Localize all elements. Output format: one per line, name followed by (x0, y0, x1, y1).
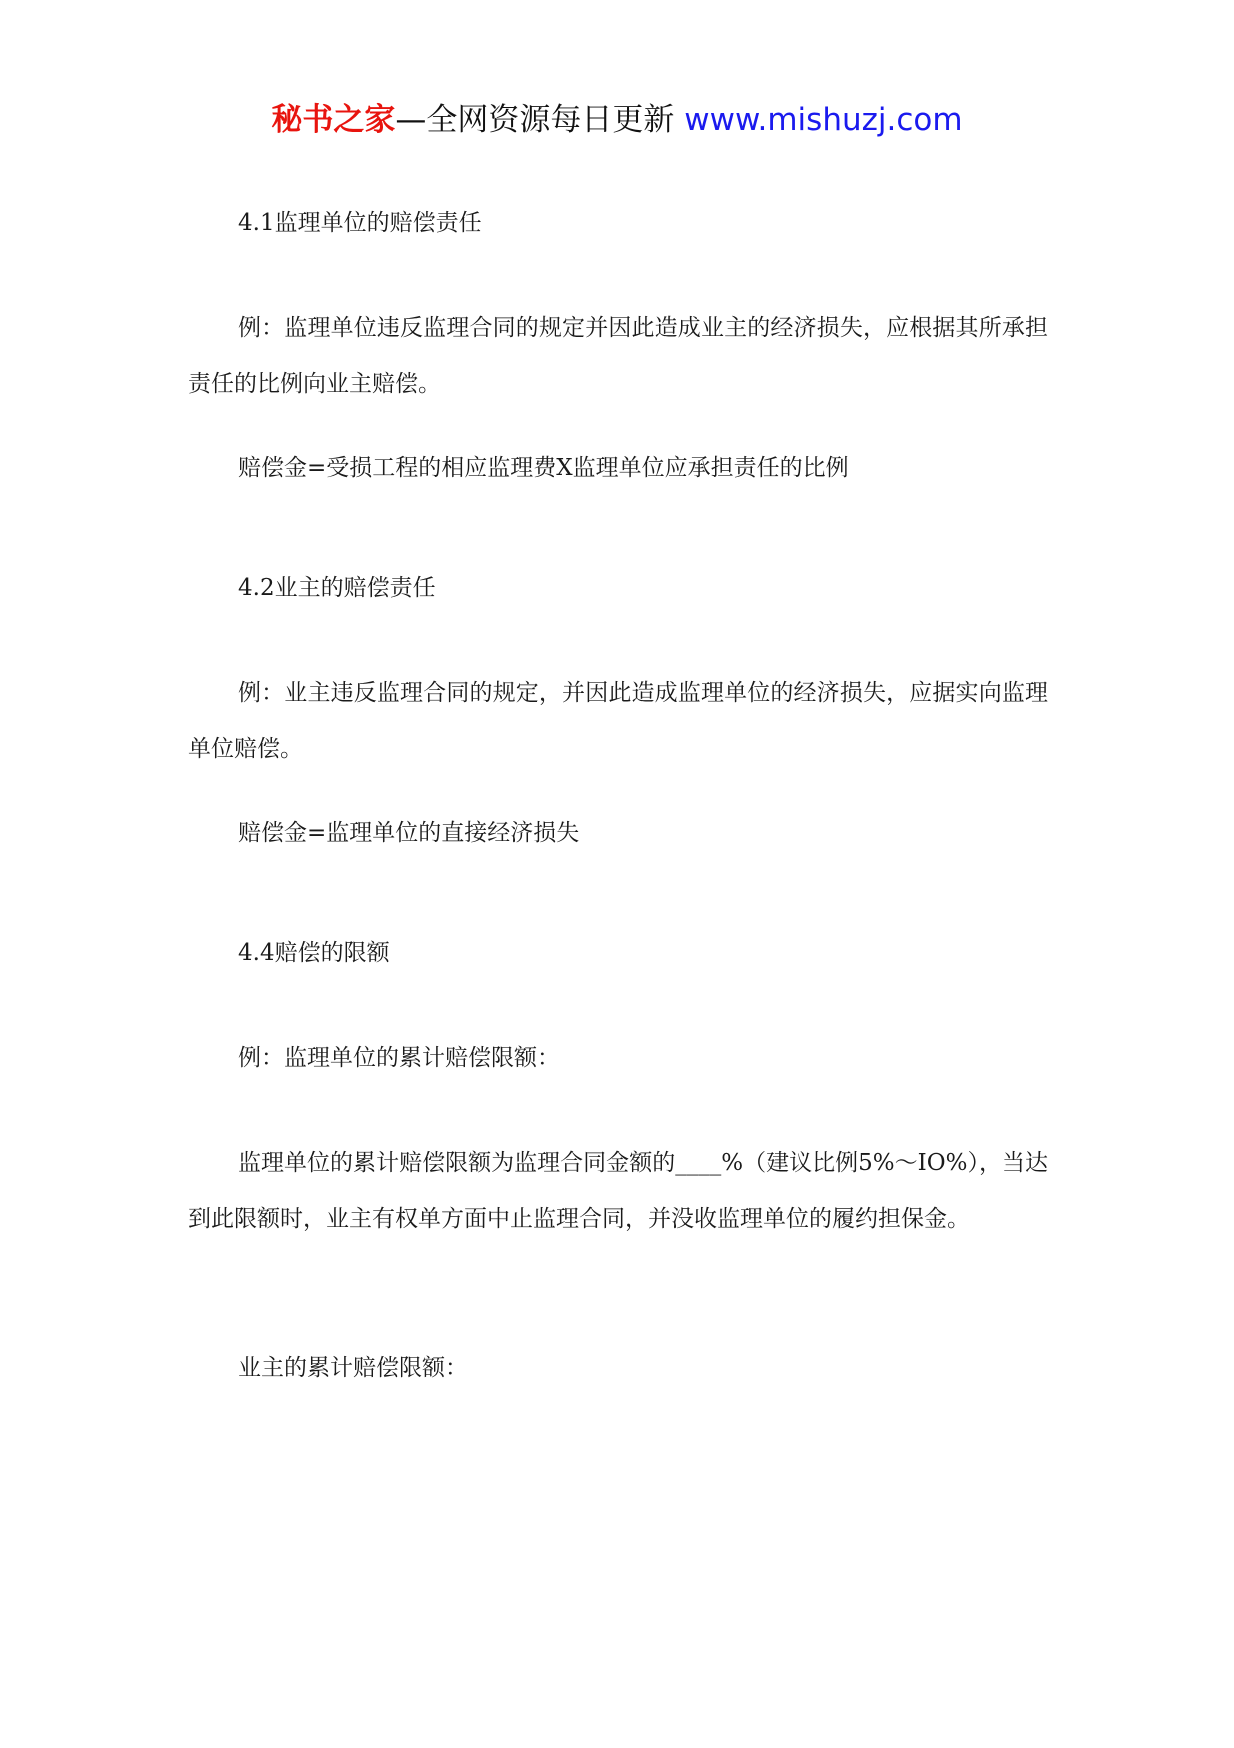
paragraph-compensation-formula-1: 赔偿金=受损工程的相应监理费X监理单位应承担责任的比例 (238, 455, 849, 481)
paragraph-owner-cumulative-limit: 业主的累计赔偿限额： (238, 1355, 468, 1381)
header-tagline: —全网资源每日更新 (395, 102, 685, 138)
site-header-banner (0, 100, 1234, 140)
section-heading-4-2: 4.2业主的赔偿责任 (238, 575, 436, 601)
paragraph-supervisor-limit-detail: 监理单位的累计赔偿限额为监理合同金额的____%（建议比例5%～IO%），当达到此限额时，业主有权单方面中止监理合同，并没收监理单位的履约担保金。 (188, 1150, 1048, 1232)
paragraph-compensation-formula-2: 赔偿金=监理单位的直接经济损失 (238, 820, 580, 846)
paragraph-example-owner-liability: 例：业主违反监理合同的规定，并因此造成监理单位的经济损失，应据实向监理单位赔偿。 (188, 680, 1048, 762)
section-heading-4-4: 4.4赔偿的限额 (238, 940, 390, 966)
site-url-link[interactable]: www.mishuzj.com (684, 102, 963, 138)
paragraph-example-supervisor-liability: 例：监理单位违反监理合同的规定并因此造成业主的经济损失，应根据其所承担责任的比例向业主赔偿。 (188, 315, 1048, 397)
paragraph-example-cumulative-limit: 例：监理单位的累计赔偿限额： (238, 1045, 560, 1071)
brand-name: 秘书之家 (271, 102, 396, 138)
section-heading-4-1: 4.1监理单位的赔偿责任 (238, 210, 482, 236)
